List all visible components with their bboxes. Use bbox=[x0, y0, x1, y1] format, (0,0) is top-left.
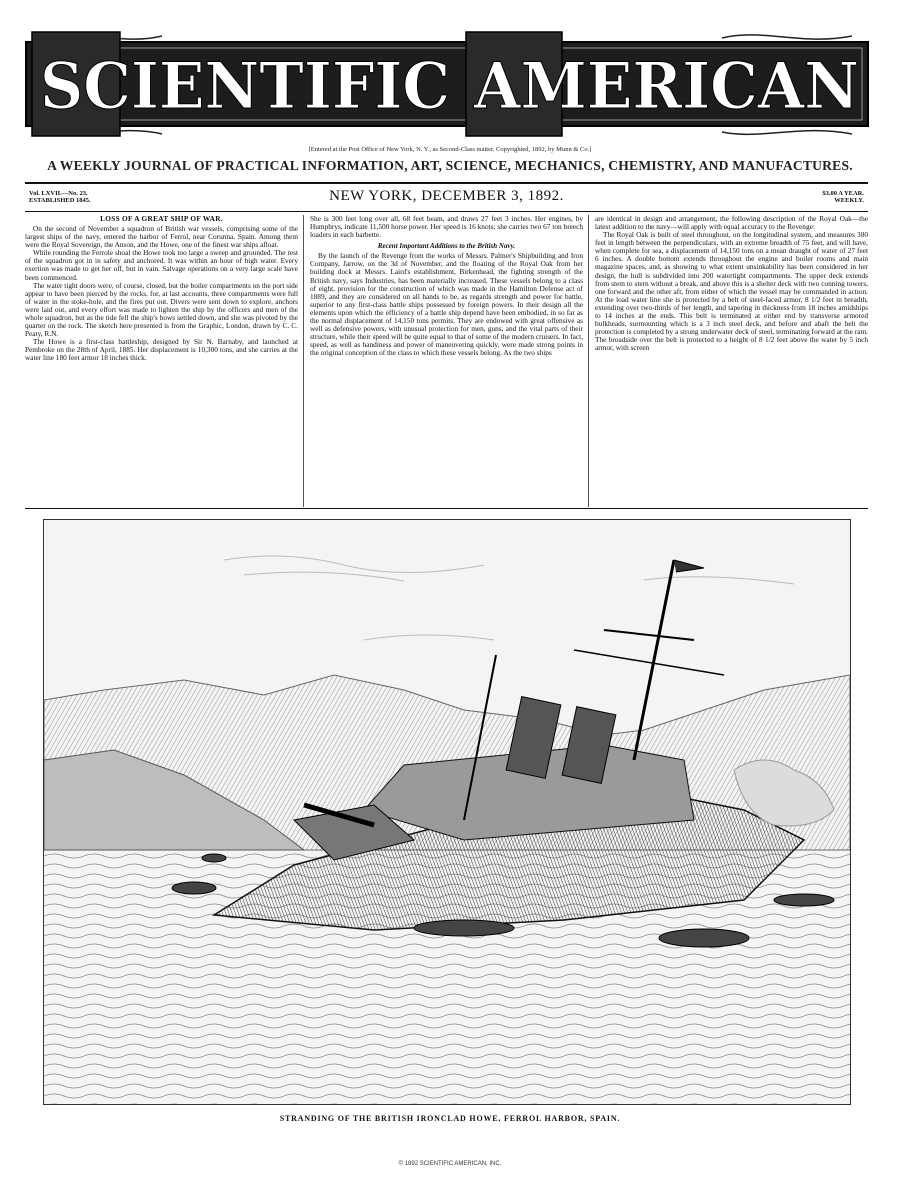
column-3 bbox=[595, 215, 868, 507]
illustration-caption: STRANDING OF THE BRITISH IRONCLAD HOWE, FERROL HARBOR, SPAIN. bbox=[279, 1114, 621, 1123]
paragraph: She is 300 feet long over all, 68 feet beam, and draws 27 feet 3 inches. Her engines, by Humphrys, indicate 11,500 horse power. Her speed is 16 knots; she carries two 67 ton breech loaders in each barbette. bbox=[310, 215, 583, 240]
weekly-label: WEEKLY. bbox=[834, 197, 864, 204]
masthead-banner bbox=[22, 28, 872, 140]
dateline: NEW YORK, DECEMBER 3, 1892. bbox=[329, 188, 564, 204]
article-columns bbox=[25, 215, 868, 507]
paragraph: The Royal Oak is built of steel throughout, on the longitudinal system, and measures 380 feet in length between the perpendiculars, with an extreme breadth of 75 feet, and will have, when complete for sea, a displacement of 14,150 tons on a mean draught of water of 27 feet 6 inches. A double bottom extends throughout the engine and boiler rooms and main magazine spaces, and, as showing to what extent unsinkability has been considered in her design, the hull is subdivided into 200 watertight compartments. The upper deck extends from stem to stern without a break, and above this is a shelter deck with two conning towers, one forward and the other aft, from either of which the vessel may be commanded in action. At the load water line she is protected by a belt of steel-faced armor, 8 1/2 feet in breadth, extending over two-thirds of her length, and tapering in thickness from 18 inches amidships to 14 inches at the ends. This belt is terminated at either end by transverse armored bulkheads, surmounting which is a 3 inch steel deck, and before and abaft the belt the protection is completed by a strong underwater deck of steel, terminating forward at the ram. The broadside over the belt is protected to a height of 8 1/2 feet above the water by 5 inch armor, with screen bbox=[595, 230, 868, 353]
stranded-ship-engraving bbox=[44, 520, 850, 1104]
copyright-footer: © 1892 SCIENTIFIC AMERICAN, INC. bbox=[398, 1161, 502, 1167]
subtitle: A WEEKLY JOURNAL OF PRACTICAL INFORMATION, ART, SCIENCE, MECHANICS, CHEMISTRY, AND MANUFACTURES. bbox=[47, 158, 853, 173]
date-rule bbox=[25, 211, 868, 212]
established-label: ESTABLISHED 1845. bbox=[29, 197, 91, 204]
paragraph: While rounding the Ferrole shoal the Howe took too large a sweep and grounded. The rest of the squadron got in in safety and anchored. It was within an hour of high water. Every exertion was made to get her off, but in vain. Salvage operations on a very large scale have been commenced. bbox=[25, 248, 298, 282]
title-scientific: SCIENTIFIC bbox=[40, 49, 450, 124]
column-1 bbox=[25, 215, 304, 507]
paragraph: By the launch of the Revenge from the works of Messrs. Palmer's Shipbuilding and Iron Company, Jarrow, on the 3d of November, and the floating of the Royal Oak from her building dock at Messrs. Laird's establishment, Birkenhead, the fighting strength of the British navy, says Industries, has been materially increased. These vessels belong to a class of eight, provision for the construction of which was made in the Hamilton Defense act of 1889, and they are considered on all hands to be, as regards strength and power for battle, superior to any first-class battle ships possessed by foreign powers. In their design all the elements upon which the efficiency of a battle ship depend have been embodied, in so far as the normal displacement of 14,150 tons permits. They are endowed with great offensive as well as defensive powers, with unusual protection for men, guns, and the vital parts of their structure, while their speed will be quite equal to that of some of the modern cruisers. In fact, speed, as well as handiness and power of maneuvering quickly, were made strong points in the original conception of the class to which these vessels belong. As the two ships bbox=[310, 251, 583, 358]
paragraph: On the second of November a squadron of British war vessels, comprising some of the largest ships of the navy, entered the harbor of Ferrol, near Corunna, Spain. Among them were the Royal Sovereign, the Anson, and the Howe, one of the finest war ships afloat. bbox=[25, 224, 298, 250]
volume-label: Vol. LXVII.—No. 23. bbox=[29, 190, 88, 197]
entered-line: [Entered at the Post Office of New York, N. Y., as Second-Class matter. Copyrighted, 1892, by Munn & Co.] bbox=[308, 146, 592, 153]
section-heading: Recent Important Additions to the British Navy. bbox=[377, 242, 516, 251]
column-2 bbox=[310, 215, 589, 507]
price-box bbox=[822, 190, 864, 204]
title-american: AMERICAN bbox=[473, 49, 859, 124]
price-label: $3.00 A YEAR. bbox=[822, 190, 864, 197]
engraving-illustration bbox=[43, 519, 851, 1105]
paragraph: The water tight doors were, of course, closed, but the boiler compartments on the port side appear to have been pierced by the rocks, for, at last accounts, three compartments were full of water in the stoke-hole, and the fires put out. Divers were sent down to explore, anchors were laid out, and every effort was made to lighten the ship by the officers and men of the whole squadron, but as the tide fell the ship's bows settled down, and she was pivoted by the quarter on the rock. The sketch here presented is from the Graphic, London, drawn by C. C. Peaty, R.N. bbox=[25, 280, 298, 339]
masthead bbox=[22, 28, 872, 140]
article-bottom-rule bbox=[25, 508, 868, 509]
volume-line bbox=[25, 186, 868, 210]
article-heading: LOSS OF A GREAT SHIP OF WAR. bbox=[100, 215, 223, 223]
paragraph: are identical in design and arrangement, the following description of the Royal Oak—the latest addition to the navy—will apply with equal accuracy to the Revenge: bbox=[595, 215, 868, 232]
paragraph: The Howe is a first-class battleship, designed by Sir N. Barnaby, and launched at Pembroke on the 28th of April, 1885. Her displacement is 10,300 tons, and she carries at the water line 180 feet armor 18 inches thick. bbox=[25, 337, 298, 363]
top-rule bbox=[25, 182, 868, 184]
